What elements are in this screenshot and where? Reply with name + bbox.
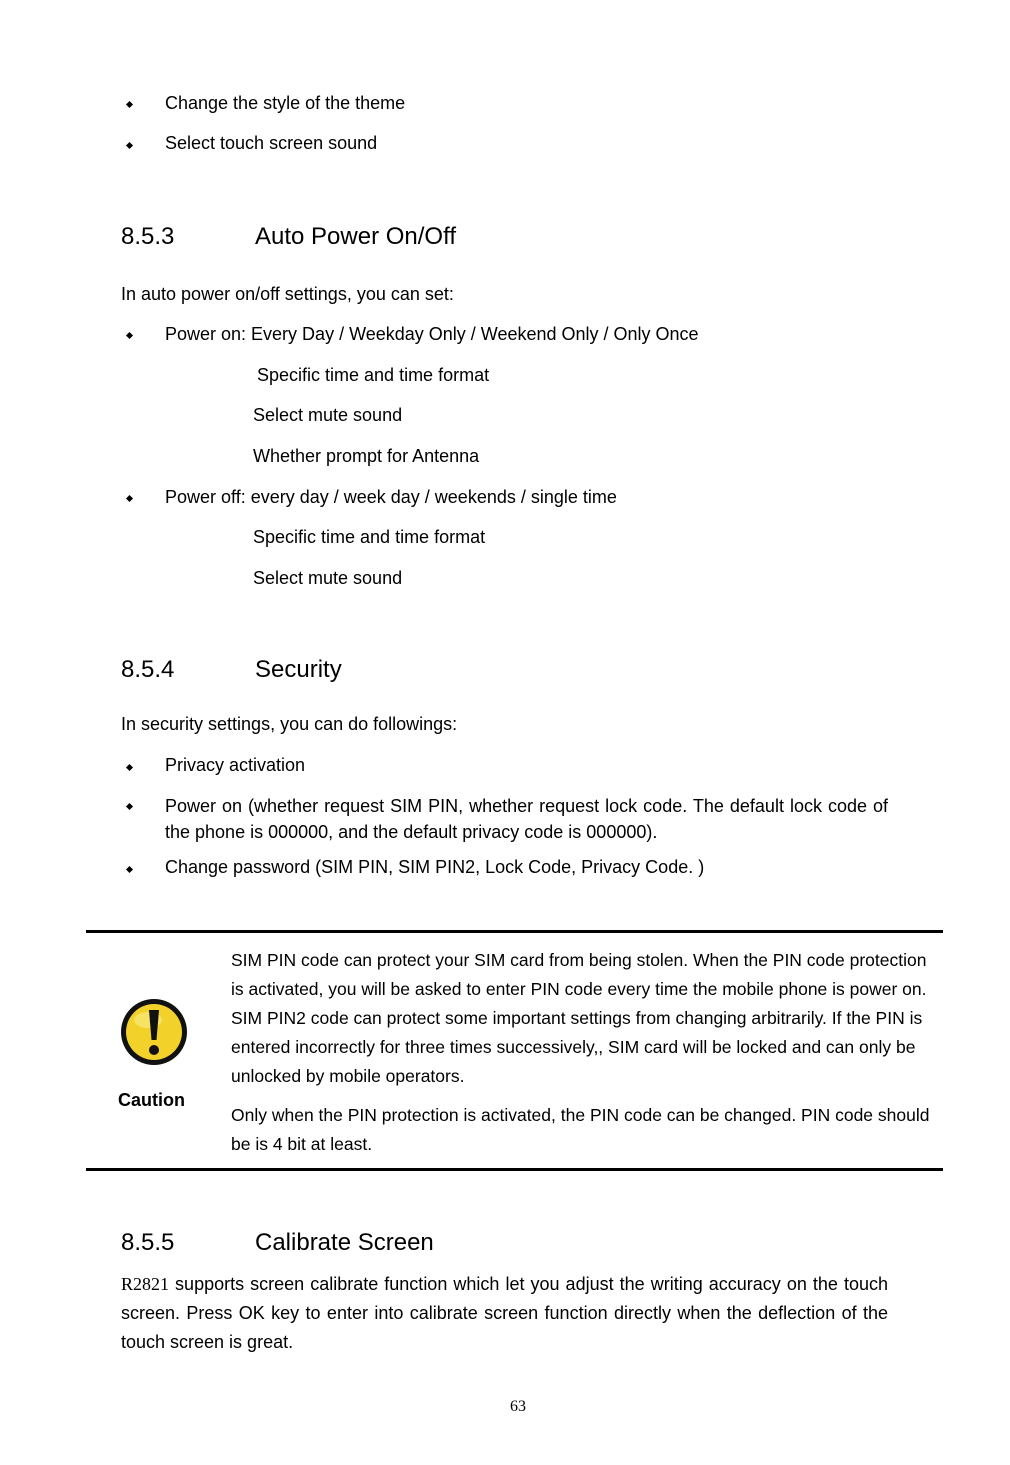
sub-item: Select mute sound [253,405,403,425]
list-item: Change password (SIM PIN, SIM PIN2, Lock Code, Privacy Code. ) [165,857,705,877]
bullet-marker [126,142,133,149]
sub-item: Whether prompt for Antenna [253,446,480,466]
caution-paragraph-2: Only when the PIN protection is activated, the PIN code can be changed. PIN code should be is 4 bit at least. [231,1105,930,1154]
page-number: 63 [510,1398,526,1415]
list-item: Change the style of the theme [165,93,406,113]
section-body [121,1270,888,1357]
list-item: Power on (whether request SIM PIN, whether request lock code. The default lock code of the phone is 000000, and the default privacy code is 000000). [165,796,888,842]
caution-paragraph-1: SIM PIN code can protect your SIM card from being stolen. When the PIN code protection is activated, you will be asked to enter PIN code every time the mobile phone is power on. SIM PIN2 code can protect some important settings from changing arbitrarily. If the PIN is entered incorrectly for three times successively,, SIM card will be locked and can only be unlocked by mobile operators. [231,950,927,1086]
section-title: Security [255,656,342,683]
caution-top-rule [86,930,943,933]
list-item: Privacy activation [165,755,306,775]
list-item: Select touch screen sound [165,133,378,153]
bullet-marker [126,764,133,771]
list-item: Power off: every day / week day / weekends / single time [165,487,617,507]
caution-icon [118,996,190,1068]
section-intro: In security settings, you can do followings: [121,714,458,734]
caution-label: Caution [118,1090,185,1110]
section-body-text: supports screen calibrate function which let you adjust the writing accuracy on the touch screen. Press OK key to enter into calibrate screen function directly when the deflection of the touch screen is great. [121,1274,888,1352]
list-item: Power on: Every Day / Weekday Only / Weekend Only / Only Once [165,324,699,344]
model-name: R2821 [121,1274,170,1294]
section-number: 8.5.4 [121,656,175,683]
section-number: 8.5.3 [121,223,175,250]
section-title: Auto Power On/Off [255,223,456,250]
bullet-marker [126,866,133,873]
sub-item: Select mute sound [253,568,403,588]
sub-item: Specific time and time format [257,365,490,385]
section-number: 8.5.5 [121,1229,175,1256]
bullet-marker [126,803,133,810]
bullet-marker [126,332,133,339]
caution-bottom-rule [86,1168,943,1171]
section-intro: In auto power on/off settings, you can set: [121,284,454,304]
bullet-marker [126,101,133,108]
sub-item: Specific time and time format [253,527,486,547]
section-title: Calibrate Screen [255,1229,434,1256]
bullet-marker [126,495,133,502]
